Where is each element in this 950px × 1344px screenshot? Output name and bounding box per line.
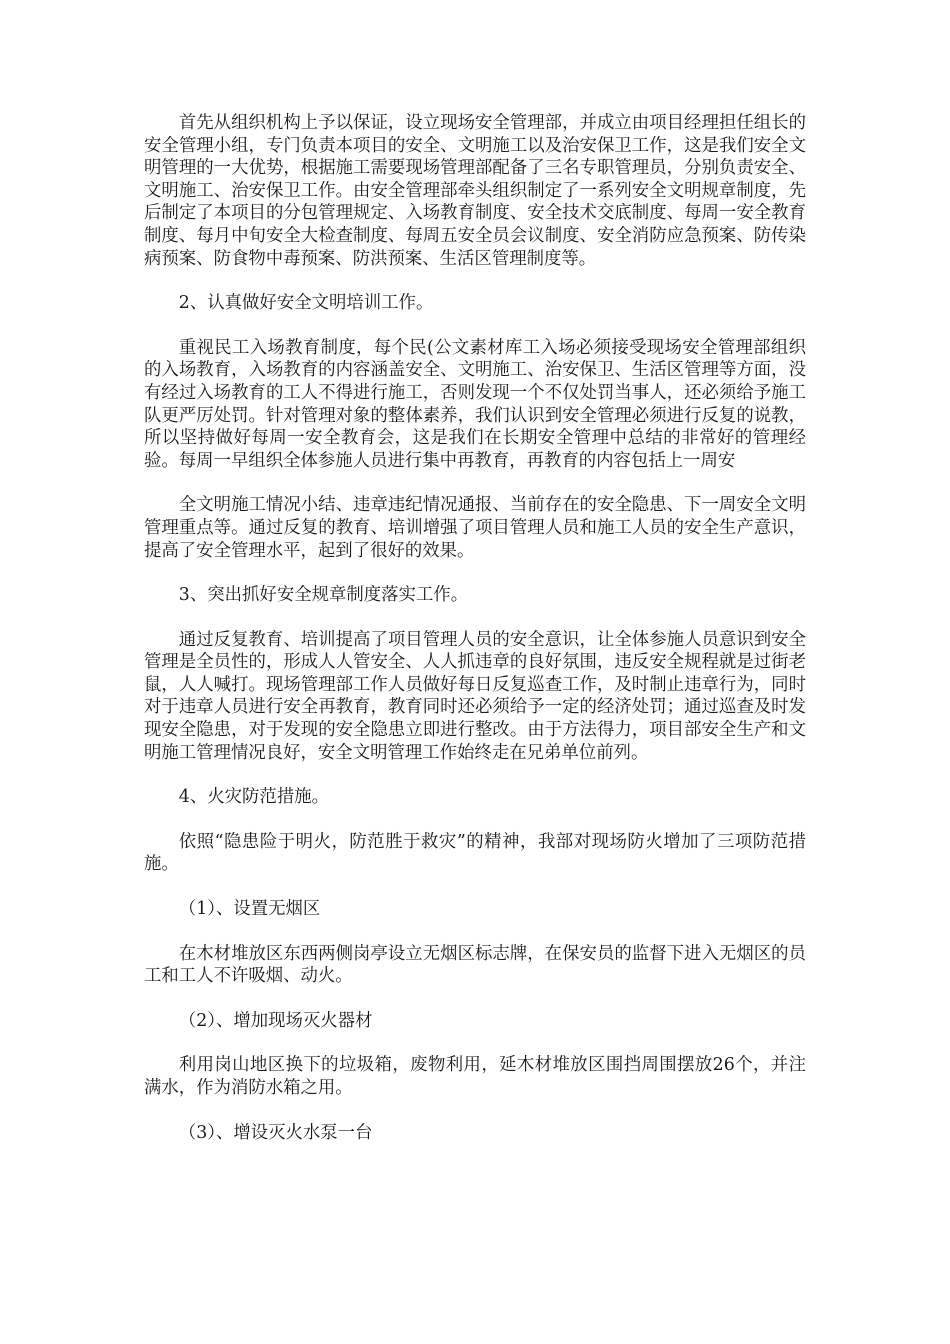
heading-rules-implementation: 3、突出抓好安全规章制度落实工作。 — [178, 585, 469, 606]
subheading-no-smoking-zone: （1）、设置无烟区 — [178, 899, 321, 920]
paragraph-entry-education: 重视民工入场教育制度，每个民(公文素材库工入场必须接受现场安全管理部组织的入场教育，入场教育的内容涵盖安全、文明施工、治安保卫、生活区管理等方面，没有经过入场教育的工人不得进行施工，否则发现一个不仅处罚当事人，还必须给予施工队更严厉处罚。针对管理对象的整体素养，我们认识到安全管理必须进行反复的说教，所以坚持做好每周一安全教育会，这是我们在长期安全管理中总结的非常好的管理经验。每周一早组织全体参施人员进行集中再教育，再教育的内容包括上一周安 — [144, 337, 806, 471]
paragraph-rules-implementation: 通过反复教育、培训提高了项目管理人员的安全意识，让全体参施人员意识到安全管理是全员性的，形成人人管安全、人人抓违章的良好氛围，违反安全规程就是过街老鼠，人人喊打。现场管理部工作人员做好每日反复巡查工作，及时制止违章行为，同时对于违章人员进行安全再教育，教育同时还必须给予一定的经济处罚；通过巡查及时发现安全隐患，对于发现的安全隐患立即进行整改。由于方法得力，项目部安全生产和文明施工管理情况良好，安全文明管理工作始终走在兄弟单位前列。 — [144, 629, 806, 763]
paragraph-no-smoking-zone: 在木材堆放区东西两侧岗亭设立无烟区标志牌，在保安员的监督下进入无烟区的员工和工人不许吸烟、动火。 — [144, 943, 806, 987]
document-body — [144, 112, 806, 1166]
paragraph-fire-equipment: 利用岗山地区换下的垃圾箱，废物利用，延木材堆放区围挡周围摆放26个，并注满水，作为消防水箱之用。 — [144, 1055, 806, 1098]
heading-fire-prevention: 4、火灾防范措施。 — [178, 787, 329, 808]
paragraph-education-continued: 全文明施工情况小结、违章违纪情况通报、当前存在的安全隐患、下一周安全文明管理重点等。通过反复的教育、培训增强了项目管理人员和施工人员的安全生产意识，提高了安全管理水平，起到了很好的效果。 — [144, 495, 806, 561]
paragraph-organization: 首先从组织机构上予以保证，设立现场安全管理部，并成立由项目经理担任组长的安全管理小组，专门负责本项目的安全、文明施工以及治安保卫工作，这是我们安全文明管理的一大优势，根据施工需要现场管理部配备了三名专职管理员，分别负责安全、文明施工、治安保卫工作。由安全管理部牵头组织制定了一系列安全文明规章制度，先后制定了本项目的分包管理规定、入场教育制度、安全技术交底制度、每周一安全教育制度、每月中旬安全大检查制度、每周五安全员会议制度、安全消防应急预案、防传染病预案、防食物中毒预案、防洪预案、生活区管理制度等。 — [144, 113, 806, 269]
paragraph-fire-prevention-intro: 依照“隐患险于明火，防范胜于救灾”的精神，我部对现场防火增加了三项防范措施。 — [144, 831, 806, 875]
subheading-fire-equipment: （2）、增加现场灭火器材 — [178, 1010, 373, 1031]
subheading-water-pump: （3）、增设灭火水泵一台 — [178, 1122, 373, 1143]
heading-training: 2、认真做好安全文明培训工作。 — [178, 293, 434, 314]
